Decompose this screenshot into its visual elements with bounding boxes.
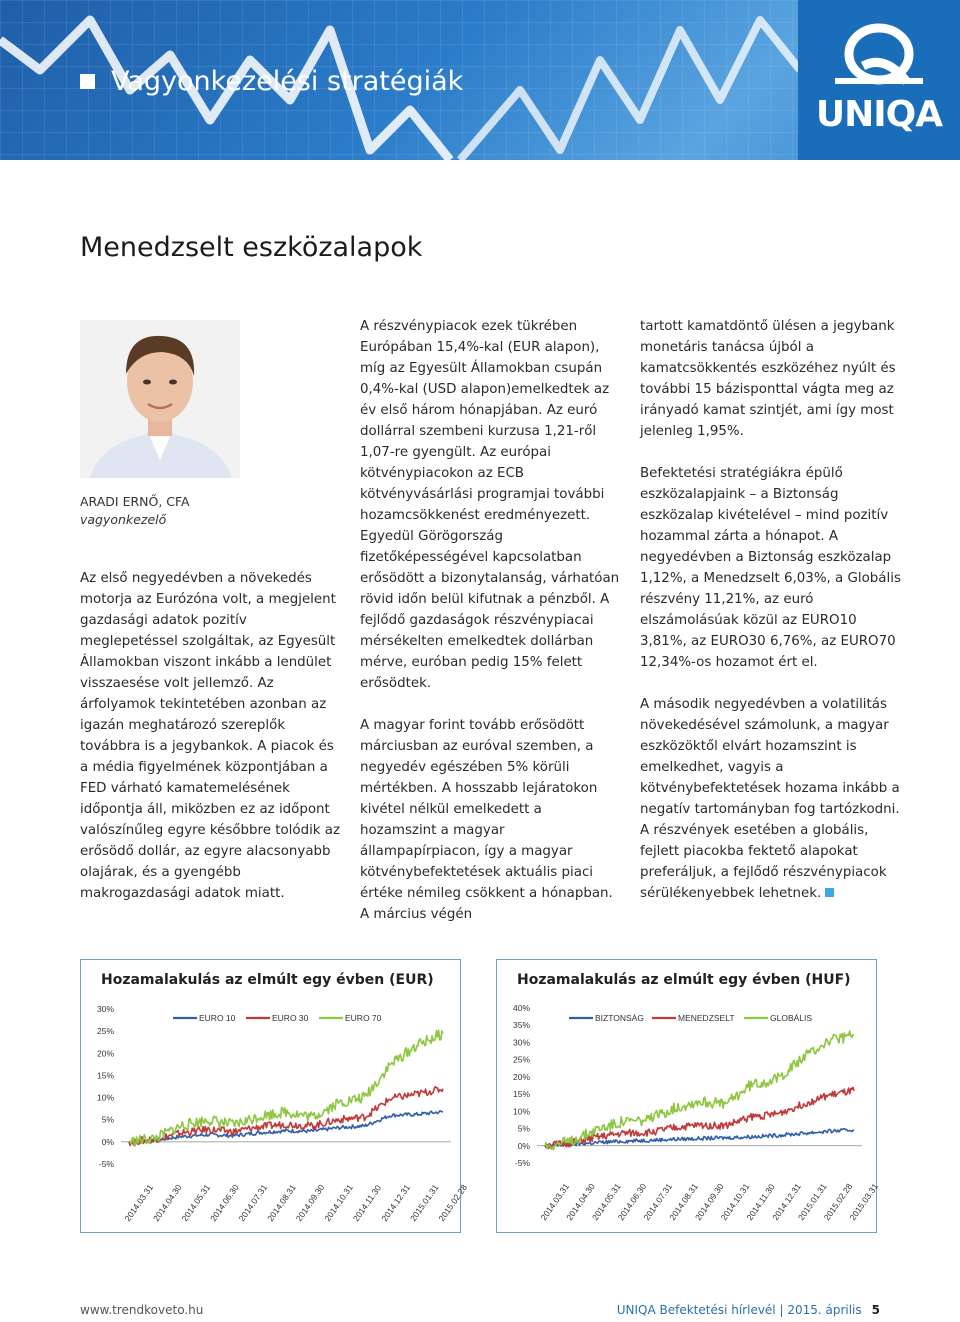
x-tick-label: 2014.06.30 [615, 1181, 649, 1223]
y-tick-label: 5% [517, 1123, 530, 1134]
x-tick-label: 2014.11.30 [744, 1182, 777, 1223]
y-tick-label: -5% [98, 1159, 114, 1169]
legend-label: EURO 70 [345, 1013, 382, 1023]
x-tick-label: 2015.03.31 [847, 1181, 881, 1223]
chart-huf [496, 959, 881, 1233]
chart-title: Hozamalakulás az elmúlt egy évben (EUR) [101, 972, 434, 988]
y-tick-label: 40% [512, 1003, 530, 1013]
y-tick-label: 10% [512, 1106, 530, 1117]
paragraph: tartott kamatdöntő ülésen a jegybank monetáris tanácsa újból a kamatcsökkentés eszközéhez nyúlt és további 15 bázisponttal vágta meg az irányadó kamat szintjét, ami így most jelenleg 1,95%. [640, 319, 896, 439]
paragraph: A második negyedévben a volatilitás növekedésével számolunk, a magyar eszközöktől elvárt hozamszint is emelkedhet, vagyis a kötvénybefektetések hozama inkább a negatív tartományban fog tartózkodni. A részvények esetében a globális, fejlett piacokba fektető alapokat preferáljuk, a fejlődő részvénypiacok sérülékenyebbek lehetnek. [640, 697, 900, 901]
x-tick-label: 2014.08.31 [265, 1182, 298, 1224]
x-tick-label: 2014.08.31 [667, 1181, 700, 1223]
y-tick-label: 15% [512, 1089, 530, 1100]
header-banner [0, 0, 960, 160]
series-line [545, 1031, 854, 1150]
x-tick-label: 2014.04.30 [564, 1181, 597, 1223]
x-tick-label: 2014.03.31 [538, 1181, 572, 1223]
footer-website[interactable]: www.trendkoveto.hu [80, 1303, 204, 1317]
y-tick-label: 25% [512, 1054, 530, 1065]
square-bullet-icon [80, 74, 95, 89]
page-number: 5 [871, 1303, 880, 1317]
y-tick-label: 10% [96, 1092, 114, 1103]
legend-label: EURO 30 [272, 1013, 309, 1023]
section-title: Vagyonkezelési stratégiák [80, 66, 463, 97]
x-tick-label: 2014.07.31 [641, 1181, 675, 1223]
paragraph: A részvénypiacok ezek tükrében Európában 15,4%-kal (EUR alapon), míg az Egyesült Államokban csupán 0,4%-kal (USD alapon)emelkedtek az év első három hónapjában. Az euró dollárral szembeni kurzusa 1,21-ről 1,07-re gyengült. Az európai kötvénypiacokon az ECB kötvényvásárlási programjai további hozamcsökkenést eredményezett. Egyedül Görögország fizetőképességével kapcsolatban erősödött a bizonytalanság, várhatóan rövid időn belül kifutnak a pénzből. A fejlődő gazdaságok részvénypiacai mérsékelten emelkedtek dollárban mérve, euróban pedig 15% felett erősödtek. [360, 319, 620, 691]
y-tick-label: 20% [512, 1071, 530, 1082]
end-mark-icon [825, 888, 834, 897]
x-tick-label: 2014.12.31 [379, 1182, 412, 1224]
y-tick-label: 35% [512, 1020, 530, 1031]
x-tick-label: 2014.09.30 [692, 1181, 726, 1223]
y-tick-label: 0% [517, 1140, 530, 1151]
x-tick-label: 2014.05.31 [179, 1182, 213, 1224]
y-tick-label: 0% [101, 1136, 114, 1147]
paragraph: Befektetési stratégiákra épülő eszközalapjaink – a Biztonság eszközalap kivételével – mind pozitív hozammal zárta a hónapot. A negyedévben a Biztonság eszközalap 1,12%, a Menedzselt 6,03%, a Globális részvény 11,21%, az euró elszámolásúak közül az EURO10 3,81%, az EURO30 6,76%, az EURO70 12,34%-os hozamot ért el. [640, 466, 901, 670]
y-tick-label: 30% [512, 1037, 530, 1048]
chart-title: Hozamalakulás az elmúlt egy évben (HUF) [517, 972, 851, 988]
x-tick-label: 2015.02.28 [436, 1182, 470, 1224]
x-tick-label: 2014.04.30 [150, 1182, 184, 1224]
y-tick-label: 5% [101, 1114, 114, 1125]
chart-huf-plot [497, 960, 881, 1232]
text-column-3 [640, 316, 902, 904]
legend-label: MENEDZSELT [678, 1013, 735, 1023]
x-tick-label: 2014.05.31 [589, 1181, 623, 1223]
uniqa-logo[interactable] [798, 0, 960, 160]
logo-text: UNIQA [815, 94, 943, 135]
x-tick-label: 2014.06.30 [208, 1182, 241, 1224]
chart-eur [80, 959, 470, 1233]
x-tick-label: 2014.11.30 [350, 1183, 384, 1224]
paragraph: Az első negyedévben a növekedés motorja az Eurózóna volt, a megjelent gazdasági adatok pozitív meglepetéssel szolgáltak, az Egyesült Államokban viszont inkább a lendület visszaesése volt jellemző. Az árfolyamok tekintetében azonban az igazán meghatározó szereplők továbbra is a jegybankok. A piacok és a média figyelmének központjában a FED várható kamatemelésének időpontja áll, miközben ez az időpont valószínűleg egyre későbbre tolódik az erősödő dollár, az egyre alacsonyabb olajárak, és a gyengébb makrogazdasági adatok miatt. [80, 571, 341, 901]
x-tick-label: 2015.02.28 [821, 1181, 855, 1223]
y-tick-label: 30% [96, 1004, 114, 1014]
x-tick-label: 2015.01.31 [407, 1182, 441, 1224]
y-tick-label: 25% [96, 1026, 114, 1037]
x-tick-label: 2015.01.31 [795, 1181, 829, 1223]
legend-label: EURO 10 [199, 1013, 236, 1023]
uniqa-emblem-icon [827, 24, 931, 88]
legend-label: GLOBÁLIS [770, 1013, 813, 1023]
x-tick-label: 2014.12.31 [770, 1181, 803, 1223]
x-tick-label: 2014.10.31 [718, 1181, 752, 1223]
footer-publication: UNIQA Befektetési hírlevél | 2015. április 5 [616, 1303, 880, 1317]
x-tick-label: 2014.03.31 [122, 1182, 156, 1224]
paragraph: A magyar forint tovább erősödött márciusban az euróval szemben, a negyedév egészében 5% körüli mértékben. A hosszabb lejáratokon kivétel nélkül emelkedett a hozamszint a magyar állampapírpiacon, így a magyar kötvénybefektetések aktuális piaci értéke némileg csökkent a hónapban. A március végén [360, 718, 613, 922]
text-column-1 [80, 568, 342, 904]
legend-label: BIZTONSÁG [595, 1013, 644, 1023]
author-role: vagyonkezelő [80, 512, 167, 527]
y-tick-label: 20% [96, 1048, 114, 1059]
x-tick-label: 2014.09.30 [293, 1182, 327, 1224]
text-column-2 [360, 316, 622, 925]
x-tick-label: 2014.07.31 [236, 1182, 270, 1224]
author-name: ARADI ERNŐ, CFA [80, 494, 190, 509]
page-title: Menedzselt eszközalapok [80, 232, 423, 263]
chart-eur-plot [81, 960, 470, 1232]
x-tick-label: 2014.10.31 [322, 1182, 355, 1224]
author-info [80, 493, 190, 529]
y-tick-label: 15% [96, 1070, 114, 1081]
y-tick-label: -5% [514, 1158, 530, 1168]
author-photo [80, 320, 240, 478]
